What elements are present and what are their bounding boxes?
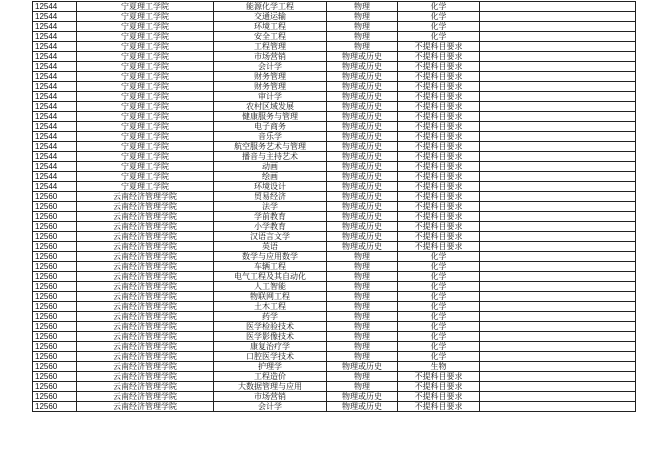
secondary-subject-cell: 生物 <box>398 362 480 372</box>
table-row <box>33 252 636 262</box>
secondary-subject-cell: 不提科目要求 <box>398 382 480 392</box>
notes-cell <box>480 212 636 222</box>
school-code-cell: 12560 <box>33 202 77 212</box>
school-name-cell: 宁夏理工学院 <box>77 72 214 82</box>
major-name-cell: 能源化学工程 <box>214 2 327 12</box>
primary-subject-cell: 物理 <box>327 272 398 282</box>
major-name-cell: 土木工程 <box>214 302 327 312</box>
major-name-cell: 音乐学 <box>214 132 327 142</box>
major-name-cell: 电子商务 <box>214 122 327 132</box>
table-row <box>33 52 636 62</box>
notes-cell <box>480 392 636 402</box>
school-code-cell: 12560 <box>33 262 77 272</box>
secondary-subject-cell: 不提科目要求 <box>398 62 480 72</box>
school-code-cell: 12544 <box>33 42 77 52</box>
table-row <box>33 282 636 292</box>
school-code-cell: 12544 <box>33 102 77 112</box>
school-code-cell: 12544 <box>33 32 77 42</box>
major-name-cell: 播音与主持艺术 <box>214 152 327 162</box>
primary-subject-cell: 物理或历史 <box>327 132 398 142</box>
school-name-cell: 宁夏理工学院 <box>77 162 214 172</box>
school-name-cell: 宁夏理工学院 <box>77 52 214 62</box>
major-name-cell: 大数据管理与应用 <box>214 382 327 392</box>
notes-cell <box>480 82 636 92</box>
table-row <box>33 12 636 22</box>
table-row <box>33 302 636 312</box>
school-code-cell: 12560 <box>33 312 77 322</box>
school-code-cell: 12544 <box>33 82 77 92</box>
secondary-subject-cell: 不提科目要求 <box>398 202 480 212</box>
table-row <box>33 172 636 182</box>
table-row <box>33 122 636 132</box>
major-name-cell: 数学与应用数学 <box>214 252 327 262</box>
primary-subject-cell: 物理或历史 <box>327 102 398 112</box>
major-name-cell: 英语 <box>214 242 327 252</box>
notes-cell <box>480 12 636 22</box>
primary-subject-cell: 物理或历史 <box>327 82 398 92</box>
notes-cell <box>480 162 636 172</box>
notes-cell <box>480 52 636 62</box>
table-row <box>33 32 636 42</box>
secondary-subject-cell: 化学 <box>398 322 480 332</box>
secondary-subject-cell: 不提科目要求 <box>398 222 480 232</box>
school-code-cell: 12560 <box>33 402 77 412</box>
school-code-cell: 12544 <box>33 122 77 132</box>
major-name-cell: 市场营销 <box>214 52 327 62</box>
major-name-cell: 小学教育 <box>214 222 327 232</box>
major-name-cell: 护理学 <box>214 362 327 372</box>
secondary-subject-cell: 不提科目要求 <box>398 42 480 52</box>
school-name-cell: 云南经济管理学院 <box>77 382 214 392</box>
table-row <box>33 332 636 342</box>
major-name-cell: 绘画 <box>214 172 327 182</box>
notes-cell <box>480 172 636 182</box>
notes-cell <box>480 102 636 112</box>
secondary-subject-cell: 化学 <box>398 262 480 272</box>
primary-subject-cell: 物理 <box>327 22 398 32</box>
secondary-subject-cell: 不提科目要求 <box>398 102 480 112</box>
school-code-cell: 12544 <box>33 132 77 142</box>
school-name-cell: 宁夏理工学院 <box>77 92 214 102</box>
notes-cell <box>480 132 636 142</box>
notes-cell <box>480 382 636 392</box>
notes-cell <box>480 222 636 232</box>
notes-cell <box>480 202 636 212</box>
school-code-cell: 12560 <box>33 212 77 222</box>
school-code-cell: 12560 <box>33 382 77 392</box>
secondary-subject-cell: 不提科目要求 <box>398 122 480 132</box>
table-row <box>33 402 636 412</box>
secondary-subject-cell: 化学 <box>398 12 480 22</box>
school-name-cell: 云南经济管理学院 <box>77 402 214 412</box>
notes-cell <box>480 62 636 72</box>
school-code-cell: 12560 <box>33 252 77 262</box>
notes-cell <box>480 342 636 352</box>
primary-subject-cell: 物理 <box>327 252 398 262</box>
table-row <box>33 242 636 252</box>
primary-subject-cell: 物理 <box>327 382 398 392</box>
school-code-cell: 12560 <box>33 232 77 242</box>
school-code-cell: 12544 <box>33 92 77 102</box>
school-name-cell: 云南经济管理学院 <box>77 372 214 382</box>
primary-subject-cell: 物理 <box>327 262 398 272</box>
table-row <box>33 162 636 172</box>
notes-cell <box>480 352 636 362</box>
major-name-cell: 财务管理 <box>214 72 327 82</box>
table-row <box>33 142 636 152</box>
secondary-subject-cell: 化学 <box>398 22 480 32</box>
table-row <box>33 72 636 82</box>
major-name-cell: 工程管理 <box>214 42 327 52</box>
school-code-cell: 12560 <box>33 222 77 232</box>
secondary-subject-cell: 不提科目要求 <box>398 372 480 382</box>
school-code-cell: 12560 <box>33 392 77 402</box>
secondary-subject-cell: 不提科目要求 <box>398 112 480 122</box>
school-code-cell: 12544 <box>33 172 77 182</box>
notes-cell <box>480 112 636 122</box>
school-name-cell: 云南经济管理学院 <box>77 262 214 272</box>
secondary-subject-cell: 不提科目要求 <box>398 52 480 62</box>
school-name-cell: 宁夏理工学院 <box>77 122 214 132</box>
school-name-cell: 宁夏理工学院 <box>77 62 214 72</box>
notes-cell <box>480 312 636 322</box>
primary-subject-cell: 物理 <box>327 42 398 52</box>
school-code-cell: 12560 <box>33 292 77 302</box>
major-name-cell: 交通运输 <box>214 12 327 22</box>
secondary-subject-cell: 化学 <box>398 2 480 12</box>
table-row <box>33 152 636 162</box>
admission-subject-table <box>32 1 636 412</box>
table-row <box>33 22 636 32</box>
table-row <box>33 202 636 212</box>
secondary-subject-cell: 不提科目要求 <box>398 192 480 202</box>
school-name-cell: 宁夏理工学院 <box>77 2 214 12</box>
notes-cell <box>480 302 636 312</box>
table-row <box>33 392 636 402</box>
secondary-subject-cell: 不提科目要求 <box>398 232 480 242</box>
school-name-cell: 云南经济管理学院 <box>77 282 214 292</box>
major-name-cell: 审计学 <box>214 92 327 102</box>
school-code-cell: 12560 <box>33 302 77 312</box>
primary-subject-cell: 物理或历史 <box>327 172 398 182</box>
school-name-cell: 宁夏理工学院 <box>77 22 214 32</box>
secondary-subject-cell: 不提科目要求 <box>398 82 480 92</box>
notes-cell <box>480 22 636 32</box>
school-name-cell: 云南经济管理学院 <box>77 392 214 402</box>
primary-subject-cell: 物理或历史 <box>327 62 398 72</box>
notes-cell <box>480 402 636 412</box>
secondary-subject-cell: 化学 <box>398 272 480 282</box>
notes-cell <box>480 92 636 102</box>
primary-subject-cell: 物理 <box>327 32 398 42</box>
school-code-cell: 12560 <box>33 372 77 382</box>
notes-cell <box>480 272 636 282</box>
major-name-cell: 法学 <box>214 202 327 212</box>
table-row <box>33 362 636 372</box>
primary-subject-cell: 物理 <box>327 292 398 302</box>
primary-subject-cell: 物理 <box>327 12 398 22</box>
school-code-cell: 12544 <box>33 2 77 12</box>
school-code-cell: 12544 <box>33 62 77 72</box>
primary-subject-cell: 物理 <box>327 352 398 362</box>
major-name-cell: 会计学 <box>214 402 327 412</box>
school-code-cell: 12560 <box>33 192 77 202</box>
notes-cell <box>480 242 636 252</box>
major-name-cell: 人工智能 <box>214 282 327 292</box>
major-name-cell: 动画 <box>214 162 327 172</box>
primary-subject-cell: 物理或历史 <box>327 122 398 132</box>
table-row <box>33 352 636 362</box>
school-name-cell: 云南经济管理学院 <box>77 252 214 262</box>
secondary-subject-cell: 化学 <box>398 292 480 302</box>
school-code-cell: 12544 <box>33 72 77 82</box>
school-name-cell: 云南经济管理学院 <box>77 322 214 332</box>
notes-cell <box>480 262 636 272</box>
school-code-cell: 12544 <box>33 12 77 22</box>
major-name-cell: 电气工程及其自动化 <box>214 272 327 282</box>
school-name-cell: 宁夏理工学院 <box>77 82 214 92</box>
school-name-cell: 宁夏理工学院 <box>77 102 214 112</box>
major-name-cell: 贸易经济 <box>214 192 327 202</box>
primary-subject-cell: 物理或历史 <box>327 362 398 372</box>
primary-subject-cell: 物理 <box>327 302 398 312</box>
primary-subject-cell: 物理或历史 <box>327 222 398 232</box>
major-name-cell: 学前教育 <box>214 212 327 222</box>
major-name-cell: 口腔医学技术 <box>214 352 327 362</box>
school-name-cell: 云南经济管理学院 <box>77 272 214 282</box>
primary-subject-cell: 物理 <box>327 322 398 332</box>
school-code-cell: 12560 <box>33 282 77 292</box>
school-name-cell: 宁夏理工学院 <box>77 142 214 152</box>
notes-cell <box>480 152 636 162</box>
primary-subject-cell: 物理或历史 <box>327 182 398 192</box>
school-code-cell: 12560 <box>33 342 77 352</box>
notes-cell <box>480 122 636 132</box>
school-name-cell: 云南经济管理学院 <box>77 242 214 252</box>
primary-subject-cell: 物理 <box>327 342 398 352</box>
secondary-subject-cell: 化学 <box>398 32 480 42</box>
school-code-cell: 12544 <box>33 182 77 192</box>
table-row <box>33 2 636 12</box>
table-row <box>33 132 636 142</box>
table-row <box>33 292 636 302</box>
major-name-cell: 工程造价 <box>214 372 327 382</box>
major-name-cell: 汉语言文学 <box>214 232 327 242</box>
table-body <box>33 2 636 412</box>
school-code-cell: 12544 <box>33 142 77 152</box>
major-name-cell: 环境设计 <box>214 182 327 192</box>
secondary-subject-cell: 不提科目要求 <box>398 152 480 162</box>
school-code-cell: 12560 <box>33 362 77 372</box>
major-name-cell: 物联网工程 <box>214 292 327 302</box>
school-name-cell: 云南经济管理学院 <box>77 332 214 342</box>
school-name-cell: 云南经济管理学院 <box>77 292 214 302</box>
notes-cell <box>480 142 636 152</box>
notes-cell <box>480 192 636 202</box>
major-name-cell: 医学检验技术 <box>214 322 327 332</box>
primary-subject-cell: 物理或历史 <box>327 232 398 242</box>
secondary-subject-cell: 不提科目要求 <box>398 392 480 402</box>
notes-cell <box>480 252 636 262</box>
secondary-subject-cell: 化学 <box>398 252 480 262</box>
school-name-cell: 宁夏理工学院 <box>77 152 214 162</box>
school-name-cell: 宁夏理工学院 <box>77 172 214 182</box>
secondary-subject-cell: 不提科目要求 <box>398 172 480 182</box>
notes-cell <box>480 182 636 192</box>
major-name-cell: 会计学 <box>214 62 327 72</box>
primary-subject-cell: 物理 <box>327 332 398 342</box>
notes-cell <box>480 232 636 242</box>
school-name-cell: 宁夏理工学院 <box>77 42 214 52</box>
primary-subject-cell: 物理或历史 <box>327 112 398 122</box>
table-row <box>33 382 636 392</box>
secondary-subject-cell: 不提科目要求 <box>398 132 480 142</box>
primary-subject-cell: 物理 <box>327 282 398 292</box>
school-name-cell: 宁夏理工学院 <box>77 32 214 42</box>
school-code-cell: 12544 <box>33 112 77 122</box>
major-name-cell: 市场营销 <box>214 392 327 402</box>
table-row <box>33 102 636 112</box>
school-name-cell: 宁夏理工学院 <box>77 182 214 192</box>
table-row <box>33 322 636 332</box>
secondary-subject-cell: 不提科目要求 <box>398 212 480 222</box>
school-code-cell: 12560 <box>33 352 77 362</box>
notes-cell <box>480 322 636 332</box>
table-row <box>33 82 636 92</box>
school-code-cell: 12544 <box>33 22 77 32</box>
major-name-cell: 环境工程 <box>214 22 327 32</box>
school-code-cell: 12560 <box>33 332 77 342</box>
school-name-cell: 云南经济管理学院 <box>77 222 214 232</box>
table-row <box>33 312 636 322</box>
school-name-cell: 云南经济管理学院 <box>77 212 214 222</box>
secondary-subject-cell: 化学 <box>398 312 480 322</box>
primary-subject-cell: 物理或历史 <box>327 52 398 62</box>
primary-subject-cell: 物理或历史 <box>327 402 398 412</box>
school-name-cell: 云南经济管理学院 <box>77 202 214 212</box>
major-name-cell: 医学影像技术 <box>214 332 327 342</box>
major-name-cell: 农村区域发展 <box>214 102 327 112</box>
school-code-cell: 12544 <box>33 52 77 62</box>
primary-subject-cell: 物理或历史 <box>327 162 398 172</box>
major-name-cell: 药学 <box>214 312 327 322</box>
notes-cell <box>480 32 636 42</box>
secondary-subject-cell: 不提科目要求 <box>398 402 480 412</box>
secondary-subject-cell: 化学 <box>398 342 480 352</box>
table-row <box>33 42 636 52</box>
table-row <box>33 342 636 352</box>
primary-subject-cell: 物理或历史 <box>327 202 398 212</box>
school-name-cell: 宁夏理工学院 <box>77 132 214 142</box>
major-name-cell: 财务管理 <box>214 82 327 92</box>
major-name-cell: 康复治疗学 <box>214 342 327 352</box>
notes-cell <box>480 72 636 82</box>
primary-subject-cell: 物理或历史 <box>327 152 398 162</box>
primary-subject-cell: 物理 <box>327 372 398 382</box>
table-row <box>33 372 636 382</box>
school-code-cell: 12560 <box>33 322 77 332</box>
table-row <box>33 112 636 122</box>
school-name-cell: 宁夏理工学院 <box>77 112 214 122</box>
school-code-cell: 12560 <box>33 272 77 282</box>
secondary-subject-cell: 化学 <box>398 282 480 292</box>
notes-cell <box>480 362 636 372</box>
primary-subject-cell: 物理或历史 <box>327 142 398 152</box>
primary-subject-cell: 物理或历史 <box>327 392 398 402</box>
secondary-subject-cell: 化学 <box>398 352 480 362</box>
primary-subject-cell: 物理 <box>327 312 398 322</box>
secondary-subject-cell: 不提科目要求 <box>398 182 480 192</box>
primary-subject-cell: 物理或历史 <box>327 212 398 222</box>
school-code-cell: 12544 <box>33 152 77 162</box>
major-name-cell: 航空服务艺术与管理 <box>214 142 327 152</box>
school-code-cell: 12544 <box>33 162 77 172</box>
notes-cell <box>480 292 636 302</box>
school-name-cell: 云南经济管理学院 <box>77 352 214 362</box>
school-name-cell: 云南经济管理学院 <box>77 362 214 372</box>
notes-cell <box>480 282 636 292</box>
notes-cell <box>480 372 636 382</box>
table-row <box>33 222 636 232</box>
table-row <box>33 92 636 102</box>
primary-subject-cell: 物理或历史 <box>327 242 398 252</box>
notes-cell <box>480 332 636 342</box>
secondary-subject-cell: 不提科目要求 <box>398 92 480 102</box>
table-row <box>33 272 636 282</box>
school-name-cell: 云南经济管理学院 <box>77 192 214 202</box>
table-row <box>33 232 636 242</box>
primary-subject-cell: 物理 <box>327 2 398 12</box>
secondary-subject-cell: 不提科目要求 <box>398 242 480 252</box>
secondary-subject-cell: 不提科目要求 <box>398 72 480 82</box>
secondary-subject-cell: 化学 <box>398 332 480 342</box>
major-name-cell: 健康服务与管理 <box>214 112 327 122</box>
secondary-subject-cell: 不提科目要求 <box>398 142 480 152</box>
secondary-subject-cell: 化学 <box>398 302 480 312</box>
school-name-cell: 云南经济管理学院 <box>77 302 214 312</box>
major-name-cell: 安全工程 <box>214 32 327 42</box>
table-row <box>33 182 636 192</box>
table-row <box>33 212 636 222</box>
school-name-cell: 云南经济管理学院 <box>77 232 214 242</box>
table-row <box>33 192 636 202</box>
primary-subject-cell: 物理或历史 <box>327 92 398 102</box>
major-name-cell: 车辆工程 <box>214 262 327 272</box>
school-name-cell: 云南经济管理学院 <box>77 342 214 352</box>
school-code-cell: 12560 <box>33 242 77 252</box>
secondary-subject-cell: 不提科目要求 <box>398 162 480 172</box>
school-name-cell: 云南经济管理学院 <box>77 312 214 322</box>
table-row <box>33 262 636 272</box>
primary-subject-cell: 物理或历史 <box>327 72 398 82</box>
notes-cell <box>480 42 636 52</box>
school-name-cell: 宁夏理工学院 <box>77 12 214 22</box>
notes-cell <box>480 2 636 12</box>
table-row <box>33 62 636 72</box>
primary-subject-cell: 物理或历史 <box>327 192 398 202</box>
